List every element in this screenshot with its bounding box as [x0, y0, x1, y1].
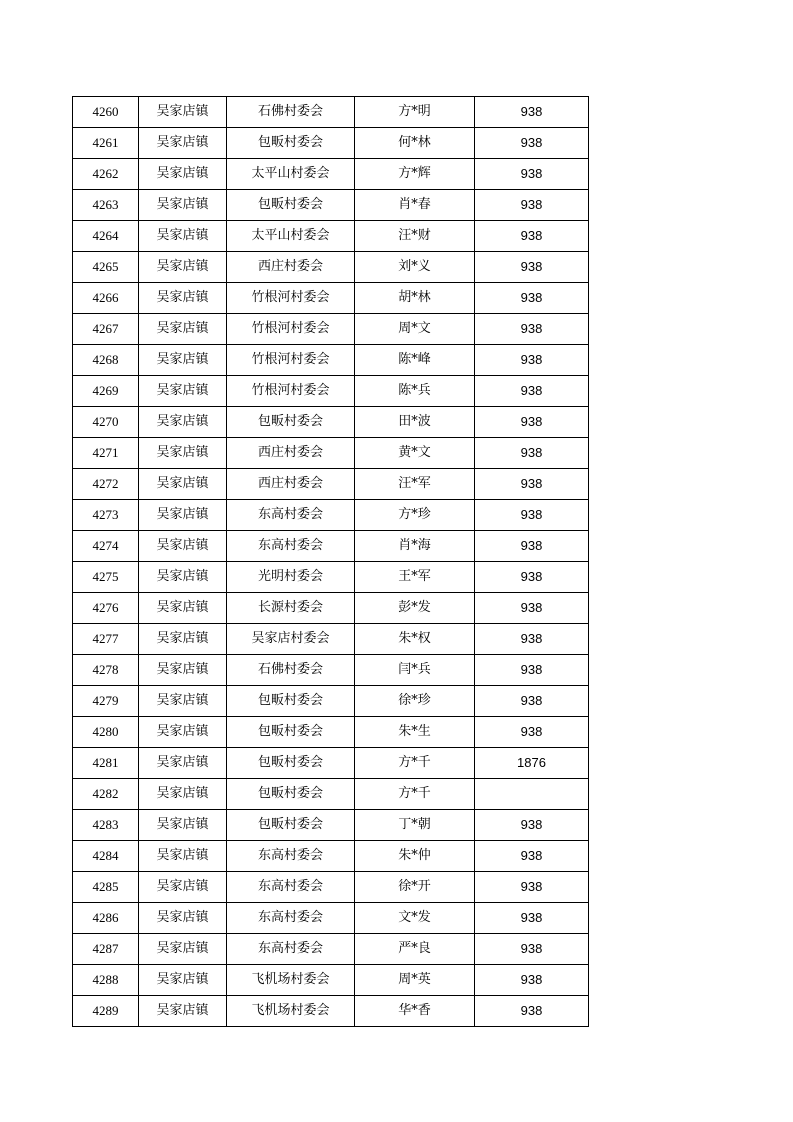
cell-amount: 938	[475, 531, 589, 562]
table-row	[73, 779, 589, 810]
cell-serial-number: 4270	[73, 407, 139, 438]
cell-town: 吴家店镇	[139, 810, 227, 841]
cell-amount: 938	[475, 996, 589, 1027]
cell-person-name: 华*香	[355, 996, 475, 1027]
cell-amount	[475, 779, 589, 810]
table-row	[73, 97, 589, 128]
cell-person-name: 胡*林	[355, 283, 475, 314]
table-row	[73, 686, 589, 717]
cell-serial-number: 4264	[73, 221, 139, 252]
table-row	[73, 252, 589, 283]
cell-village-committee: 飞机场村委会	[227, 996, 355, 1027]
cell-serial-number: 4260	[73, 97, 139, 128]
cell-amount: 938	[475, 655, 589, 686]
cell-person-name: 田*波	[355, 407, 475, 438]
cell-serial-number: 4285	[73, 872, 139, 903]
table-row	[73, 283, 589, 314]
cell-village-committee: 光明村委会	[227, 562, 355, 593]
cell-village-committee: 飞机场村委会	[227, 965, 355, 996]
cell-person-name: 朱*仲	[355, 841, 475, 872]
cell-village-committee: 东高村委会	[227, 872, 355, 903]
roster-table-body	[73, 97, 589, 1027]
cell-town: 吴家店镇	[139, 903, 227, 934]
cell-serial-number: 4265	[73, 252, 139, 283]
cell-amount: 938	[475, 314, 589, 345]
cell-village-committee: 竹根河村委会	[227, 283, 355, 314]
cell-person-name: 朱*生	[355, 717, 475, 748]
cell-person-name: 方*千	[355, 779, 475, 810]
cell-town: 吴家店镇	[139, 841, 227, 872]
cell-town: 吴家店镇	[139, 717, 227, 748]
cell-person-name: 徐*珍	[355, 686, 475, 717]
cell-amount: 938	[475, 717, 589, 748]
cell-serial-number: 4286	[73, 903, 139, 934]
cell-town: 吴家店镇	[139, 314, 227, 345]
table-row	[73, 376, 589, 407]
cell-amount: 938	[475, 686, 589, 717]
cell-serial-number: 4268	[73, 345, 139, 376]
cell-village-committee: 竹根河村委会	[227, 345, 355, 376]
cell-village-committee: 吴家店村委会	[227, 624, 355, 655]
cell-person-name: 周*文	[355, 314, 475, 345]
cell-amount: 938	[475, 438, 589, 469]
cell-village-committee: 长源村委会	[227, 593, 355, 624]
table-row	[73, 562, 589, 593]
table-row	[73, 531, 589, 562]
cell-amount: 938	[475, 283, 589, 314]
table-row	[73, 221, 589, 252]
cell-serial-number: 4287	[73, 934, 139, 965]
cell-person-name: 方*明	[355, 97, 475, 128]
cell-amount: 938	[475, 221, 589, 252]
table-row	[73, 500, 589, 531]
cell-serial-number: 4284	[73, 841, 139, 872]
table-row	[73, 810, 589, 841]
cell-serial-number: 4277	[73, 624, 139, 655]
cell-person-name: 方*珍	[355, 500, 475, 531]
cell-serial-number: 4278	[73, 655, 139, 686]
table-row	[73, 438, 589, 469]
cell-amount: 938	[475, 841, 589, 872]
cell-town: 吴家店镇	[139, 996, 227, 1027]
cell-town: 吴家店镇	[139, 655, 227, 686]
table-row	[73, 469, 589, 500]
cell-person-name: 彭*发	[355, 593, 475, 624]
cell-person-name: 肖*春	[355, 190, 475, 221]
cell-town: 吴家店镇	[139, 438, 227, 469]
cell-serial-number: 4261	[73, 128, 139, 159]
cell-person-name: 陈*峰	[355, 345, 475, 376]
cell-amount: 938	[475, 345, 589, 376]
table-row	[73, 903, 589, 934]
roster-table	[72, 96, 589, 1027]
table-row	[73, 345, 589, 376]
cell-serial-number: 4267	[73, 314, 139, 345]
cell-amount: 938	[475, 128, 589, 159]
cell-person-name: 方*辉	[355, 159, 475, 190]
table-row	[73, 717, 589, 748]
cell-village-committee: 竹根河村委会	[227, 376, 355, 407]
cell-person-name: 黄*文	[355, 438, 475, 469]
cell-amount: 938	[475, 500, 589, 531]
cell-town: 吴家店镇	[139, 128, 227, 159]
cell-town: 吴家店镇	[139, 97, 227, 128]
table-row	[73, 996, 589, 1027]
cell-amount: 938	[475, 624, 589, 655]
table-row	[73, 655, 589, 686]
cell-town: 吴家店镇	[139, 252, 227, 283]
table-row	[73, 593, 589, 624]
cell-village-committee: 西庄村委会	[227, 438, 355, 469]
cell-town: 吴家店镇	[139, 934, 227, 965]
cell-town: 吴家店镇	[139, 283, 227, 314]
cell-village-committee: 东高村委会	[227, 841, 355, 872]
cell-town: 吴家店镇	[139, 221, 227, 252]
cell-village-committee: 东高村委会	[227, 500, 355, 531]
cell-amount: 938	[475, 252, 589, 283]
cell-serial-number: 4280	[73, 717, 139, 748]
cell-town: 吴家店镇	[139, 531, 227, 562]
cell-village-committee: 包畈村委会	[227, 190, 355, 221]
cell-amount: 938	[475, 593, 589, 624]
table-row	[73, 748, 589, 779]
table-row	[73, 872, 589, 903]
cell-amount: 938	[475, 469, 589, 500]
cell-person-name: 闫*兵	[355, 655, 475, 686]
cell-person-name: 周*英	[355, 965, 475, 996]
cell-town: 吴家店镇	[139, 872, 227, 903]
cell-town: 吴家店镇	[139, 376, 227, 407]
cell-serial-number: 4262	[73, 159, 139, 190]
table-row	[73, 934, 589, 965]
cell-amount: 938	[475, 872, 589, 903]
cell-serial-number: 4266	[73, 283, 139, 314]
cell-person-name: 刘*义	[355, 252, 475, 283]
cell-village-committee: 东高村委会	[227, 903, 355, 934]
cell-town: 吴家店镇	[139, 469, 227, 500]
cell-person-name: 王*军	[355, 562, 475, 593]
cell-village-committee: 包畈村委会	[227, 779, 355, 810]
cell-serial-number: 4271	[73, 438, 139, 469]
cell-serial-number: 4288	[73, 965, 139, 996]
cell-village-committee: 太平山村委会	[227, 221, 355, 252]
cell-village-committee: 东高村委会	[227, 531, 355, 562]
cell-person-name: 汪*军	[355, 469, 475, 500]
cell-town: 吴家店镇	[139, 500, 227, 531]
cell-town: 吴家店镇	[139, 407, 227, 438]
cell-amount: 938	[475, 407, 589, 438]
table-row	[73, 159, 589, 190]
cell-amount: 938	[475, 159, 589, 190]
cell-person-name: 何*林	[355, 128, 475, 159]
cell-person-name: 汪*财	[355, 221, 475, 252]
table-row	[73, 841, 589, 872]
cell-serial-number: 4289	[73, 996, 139, 1027]
cell-town: 吴家店镇	[139, 686, 227, 717]
cell-person-name: 朱*权	[355, 624, 475, 655]
cell-serial-number: 4273	[73, 500, 139, 531]
table-row	[73, 314, 589, 345]
cell-amount: 938	[475, 810, 589, 841]
cell-person-name: 文*发	[355, 903, 475, 934]
cell-town: 吴家店镇	[139, 190, 227, 221]
cell-village-committee: 西庄村委会	[227, 469, 355, 500]
cell-town: 吴家店镇	[139, 159, 227, 190]
cell-village-committee: 东高村委会	[227, 934, 355, 965]
cell-village-committee: 包畈村委会	[227, 128, 355, 159]
cell-town: 吴家店镇	[139, 965, 227, 996]
cell-amount: 938	[475, 97, 589, 128]
cell-serial-number: 4281	[73, 748, 139, 779]
cell-town: 吴家店镇	[139, 593, 227, 624]
cell-amount: 938	[475, 376, 589, 407]
cell-serial-number: 4275	[73, 562, 139, 593]
cell-serial-number: 4274	[73, 531, 139, 562]
table-row	[73, 407, 589, 438]
cell-serial-number: 4269	[73, 376, 139, 407]
cell-village-committee: 包畈村委会	[227, 717, 355, 748]
cell-village-committee: 西庄村委会	[227, 252, 355, 283]
table-row	[73, 624, 589, 655]
cell-amount: 938	[475, 903, 589, 934]
cell-village-committee: 太平山村委会	[227, 159, 355, 190]
cell-village-committee: 石佛村委会	[227, 97, 355, 128]
cell-serial-number: 4283	[73, 810, 139, 841]
table-row	[73, 128, 589, 159]
cell-serial-number: 4272	[73, 469, 139, 500]
cell-town: 吴家店镇	[139, 779, 227, 810]
cell-village-committee: 包畈村委会	[227, 407, 355, 438]
cell-person-name: 陈*兵	[355, 376, 475, 407]
cell-person-name: 肖*海	[355, 531, 475, 562]
cell-village-committee: 包畈村委会	[227, 748, 355, 779]
cell-town: 吴家店镇	[139, 345, 227, 376]
cell-town: 吴家店镇	[139, 748, 227, 779]
cell-serial-number: 4276	[73, 593, 139, 624]
cell-village-committee: 石佛村委会	[227, 655, 355, 686]
cell-amount: 938	[475, 190, 589, 221]
cell-serial-number: 4263	[73, 190, 139, 221]
cell-person-name: 方*千	[355, 748, 475, 779]
cell-town: 吴家店镇	[139, 624, 227, 655]
cell-person-name: 严*良	[355, 934, 475, 965]
table-row	[73, 190, 589, 221]
cell-amount: 938	[475, 562, 589, 593]
cell-serial-number: 4282	[73, 779, 139, 810]
cell-amount: 938	[475, 965, 589, 996]
cell-village-committee: 包畈村委会	[227, 686, 355, 717]
table-row	[73, 965, 589, 996]
cell-amount: 938	[475, 934, 589, 965]
cell-village-committee: 包畈村委会	[227, 810, 355, 841]
cell-serial-number: 4279	[73, 686, 139, 717]
cell-person-name: 丁*朝	[355, 810, 475, 841]
cell-village-committee: 竹根河村委会	[227, 314, 355, 345]
cell-amount: 1876	[475, 748, 589, 779]
cell-person-name: 徐*开	[355, 872, 475, 903]
cell-town: 吴家店镇	[139, 562, 227, 593]
